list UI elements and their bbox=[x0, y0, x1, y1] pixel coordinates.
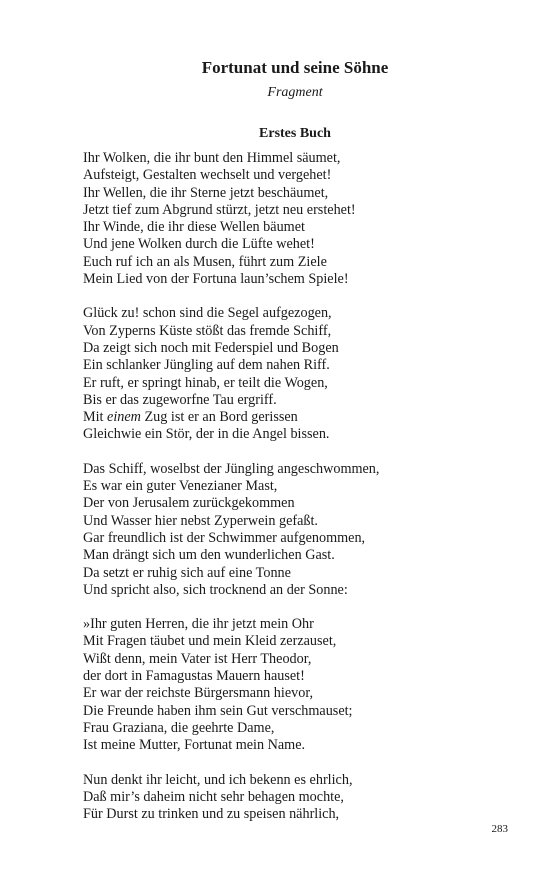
verse-segment: Mit Fragen täubet und mein Kleid zerzauset, bbox=[83, 633, 337, 650]
verse-line bbox=[83, 737, 523, 754]
verse-segment: Glück zu! schon sind die Segel aufgezogen, bbox=[83, 305, 332, 322]
page-number: 283 bbox=[491, 823, 508, 835]
verse-segment: Und jene Wolken durch die Lüfte wehet! bbox=[83, 236, 315, 253]
verse-line bbox=[83, 789, 523, 806]
verse-segment: Ihr Wellen, die ihr Sterne jetzt beschäumet, bbox=[83, 184, 329, 201]
verse-line bbox=[83, 703, 523, 720]
verse-segment: Gleichwie ein Stör, der in die Angel bissen. bbox=[83, 426, 330, 443]
verse-line bbox=[83, 565, 523, 582]
verse-segment: Er ruft, er springt hinab, er teilt die Wogen, bbox=[83, 374, 328, 391]
verse-line bbox=[83, 219, 523, 236]
verse-segment: Es war ein guter Venezianer Mast, bbox=[83, 478, 278, 495]
verse-line bbox=[83, 167, 523, 184]
stanza bbox=[83, 305, 523, 443]
verse-line bbox=[83, 426, 523, 443]
verse-segment: »Ihr guten Herren, die ihr jetzt mein Ohr bbox=[83, 616, 314, 633]
stanza bbox=[83, 772, 523, 824]
verse-segment: Und Wasser hier nebst Zyperwein gefaßt. bbox=[83, 512, 318, 529]
verse-line bbox=[83, 305, 523, 322]
verse-line bbox=[83, 530, 523, 547]
verse-line bbox=[83, 772, 523, 789]
poem-text bbox=[83, 150, 523, 840]
verse-line bbox=[83, 806, 523, 823]
verse-segment: einem bbox=[107, 409, 141, 426]
verse-line bbox=[83, 340, 523, 357]
verse-segment: Ist meine Mutter, Fortunat mein Name. bbox=[83, 737, 306, 754]
verse-segment: Mein Lied von der Fortuna laun’schem Spiele! bbox=[83, 271, 349, 288]
verse-segment: Ein schlanker Jüngling auf dem nahen Riff. bbox=[83, 357, 330, 374]
verse-segment: der dort in Famagustas Mauern hauset! bbox=[83, 668, 305, 685]
verse-line bbox=[83, 409, 523, 426]
verse-line bbox=[83, 633, 523, 650]
verse-line bbox=[83, 495, 523, 512]
verse-line bbox=[83, 513, 523, 530]
verse-line bbox=[83, 582, 523, 599]
verse-segment: Euch ruf ich an als Musen, führt zum Ziele bbox=[83, 253, 327, 270]
verse-line bbox=[83, 651, 523, 668]
verse-segment: Von Zyperns Küste stößt das fremde Schiff, bbox=[83, 322, 332, 339]
verse-segment: Nun denkt ihr leicht, und ich bekenn es ehrlich, bbox=[83, 771, 353, 788]
verse-segment: Gar freundlich ist der Schwimmer aufgenommen, bbox=[83, 529, 366, 546]
verse-line bbox=[83, 685, 523, 702]
stanza bbox=[83, 150, 523, 288]
verse-segment: Und spricht also, sich trocknend an der Sonne: bbox=[83, 581, 348, 598]
verse-line bbox=[83, 616, 523, 633]
verse-line bbox=[83, 150, 523, 167]
verse-segment: Frau Graziana, die geehrte Dame, bbox=[83, 719, 275, 736]
verse-segment: Ihr Winde, die ihr diese Wellen bäumet bbox=[83, 219, 305, 236]
verse-segment: Da setzt er ruhig sich auf eine Tonne bbox=[83, 564, 291, 581]
verse-line bbox=[83, 271, 523, 288]
verse-segment: Er war der reichste Bürgersmann hievor, bbox=[83, 685, 314, 702]
verse-line bbox=[83, 185, 523, 202]
verse-line bbox=[83, 668, 523, 685]
verse-segment: Ihr Wolken, die ihr bunt den Himmel säumet, bbox=[83, 150, 341, 166]
verse-segment: Wißt denn, mein Vater ist Herr Theodor, bbox=[83, 650, 312, 667]
verse-segment: Mit bbox=[83, 409, 108, 426]
verse-line bbox=[83, 547, 523, 564]
verse-segment: Bis er das zugeworfne Tau ergriff. bbox=[83, 391, 277, 408]
verse-segment: Aufsteigt, Gestalten wechselt und vergehet! bbox=[83, 167, 332, 184]
verse-line bbox=[83, 375, 523, 392]
stanza bbox=[83, 616, 523, 754]
verse-line bbox=[83, 478, 523, 495]
verse-line bbox=[83, 357, 523, 374]
verse-line bbox=[83, 720, 523, 737]
verse-line bbox=[83, 392, 523, 409]
stanza bbox=[83, 461, 523, 599]
verse-line bbox=[83, 323, 523, 340]
verse-segment: Für Durst zu trinken und zu speisen nährlich, bbox=[83, 806, 340, 823]
verse-segment: Jetzt tief zum Abgrund stürzt, jetzt neu erstehet! bbox=[83, 201, 356, 218]
page-title: Fortunat und seine Söhne bbox=[201, 58, 389, 77]
verse-line bbox=[83, 202, 523, 219]
verse-segment: Man drängt sich um den wunderlichen Gast. bbox=[83, 547, 335, 564]
verse-segment: Zug ist er an Bord gerissen bbox=[140, 409, 298, 426]
book-heading: Erstes Buch bbox=[259, 126, 331, 141]
verse-segment: Der von Jerusalem zurückgekommen bbox=[83, 495, 295, 512]
verse-line bbox=[83, 236, 523, 253]
verse-segment: Die Freunde haben ihm sein Gut verschmauset; bbox=[83, 702, 353, 719]
page-subtitle: Fragment bbox=[267, 85, 323, 100]
verse-segment: Daß mir’s daheim nicht sehr behagen mochte, bbox=[83, 788, 344, 805]
verse-segment: Das Schiff, woselbst der Jüngling angeschwommen, bbox=[83, 460, 380, 477]
verse-line bbox=[83, 254, 523, 271]
verse-segment: Da zeigt sich noch mit Federspiel und Bogen bbox=[83, 339, 339, 356]
verse-line bbox=[83, 461, 523, 478]
